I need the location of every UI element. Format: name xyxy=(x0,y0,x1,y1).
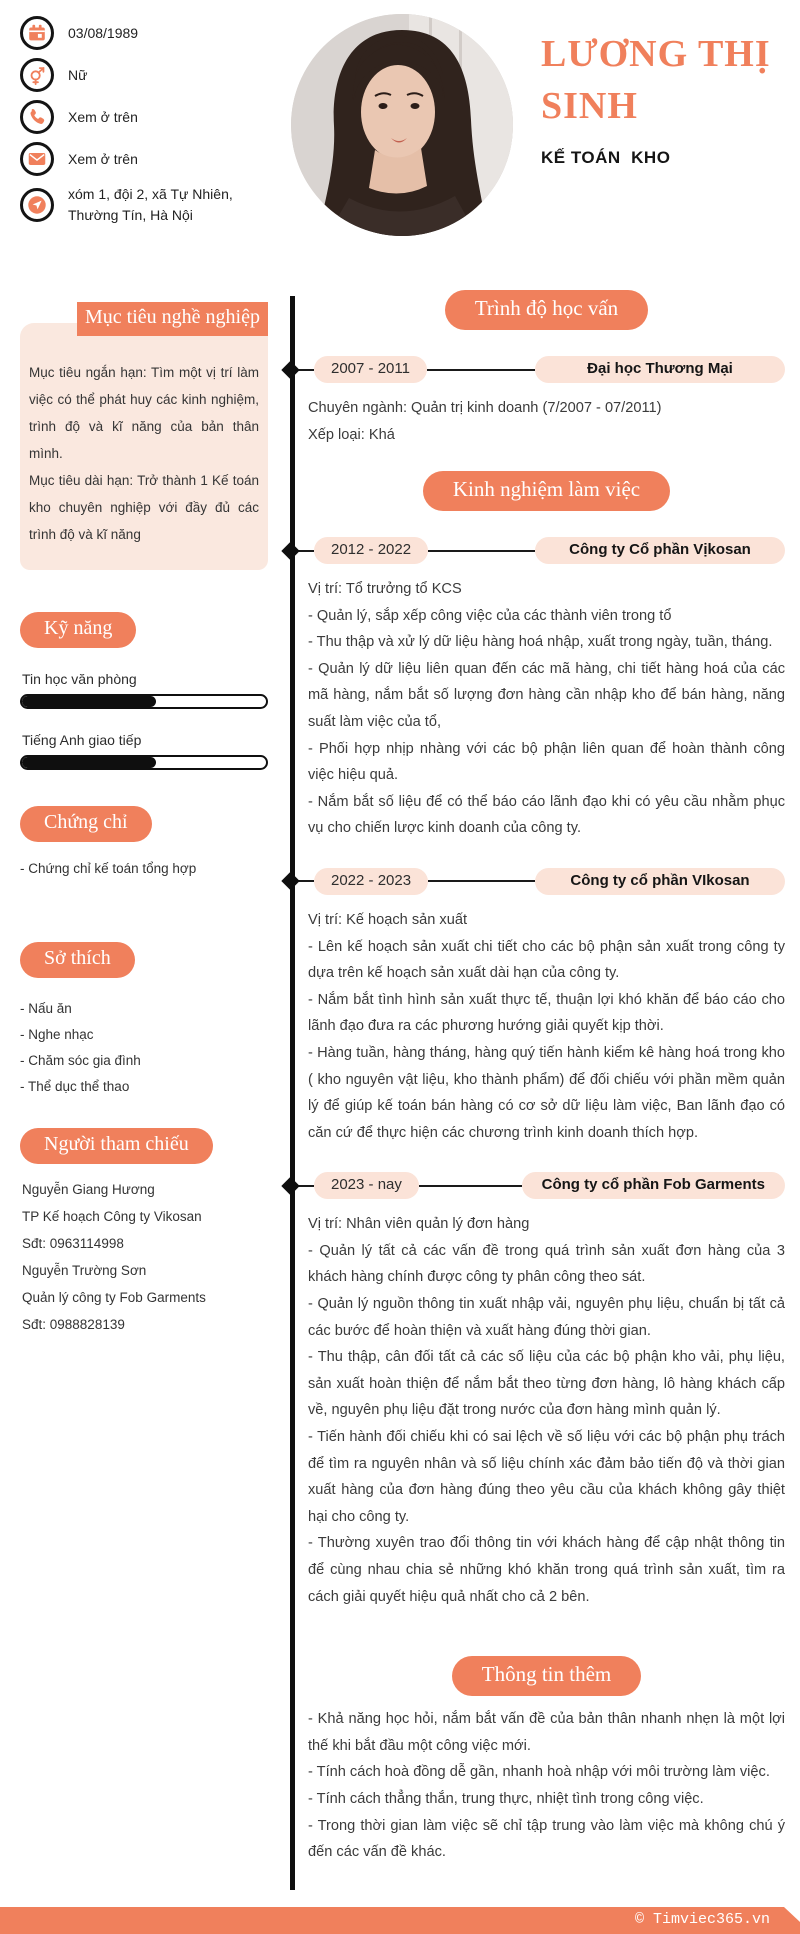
address-value: xóm 1, đội 2, xã Tự Nhiên, Thường Tín, Hà Nội xyxy=(68,186,233,223)
phone-value: Xem ở trên xyxy=(68,108,138,125)
reference-line: Nguyễn Giang Hương xyxy=(22,1182,155,1197)
header-identity xyxy=(541,28,789,168)
job-bullet: - Nắm bắt số liệu để có thể báo cáo lãnh đạo khi có yêu cầu nhằm phục vụ cho chiến lược kinh doanh của công ty. xyxy=(308,793,785,837)
job-period: 2022 - 2023 xyxy=(314,868,428,895)
contact-row-address xyxy=(20,184,256,226)
education-period: 2007 - 2011 xyxy=(314,356,427,383)
certificate-item: - Chứng chỉ kế toán tổng hợp xyxy=(20,861,197,876)
hobby-item: - Nấu ăn xyxy=(20,1001,72,1016)
contact-row-phone xyxy=(20,100,256,134)
section-title-hobbies: Sở thích xyxy=(20,942,135,978)
reference-list xyxy=(20,1176,268,1338)
job-bullet: - Thu thập, cân đối tất cả các số liệu của các bộ phận kho vải, phụ liệu, sản xuất hoàn thiện để nắm bắt theo từng đơn hàng, lô hàng khách cấp về, nguyên phụ liệu đặt trong nước của đơn hàng mình quản lý. xyxy=(308,1349,785,1419)
education-school: Đại học Thương Mại xyxy=(535,356,785,383)
section-title-skills: Kỹ năng xyxy=(20,612,136,648)
hobby-item: - Thể dục thể thao xyxy=(20,1079,130,1094)
job-position: Vị trí: Nhân viên quản lý đơn hàng xyxy=(308,1216,530,1233)
education-detail-line: Xếp loại: Khá xyxy=(308,427,395,443)
right-column xyxy=(290,250,785,1866)
reference-line: Sđt: 0988828139 xyxy=(22,1317,125,1332)
dob-value: 03/08/1989 xyxy=(68,24,139,41)
education-timeline-row xyxy=(308,356,785,383)
calendar-icon xyxy=(20,16,54,50)
contact-row-email xyxy=(20,142,256,176)
job-bullet: - Thường xuyên trao đổi thông tin với khách hàng để cập nhật thông tin để cùng nhau chia sẻ những khó khăn trong quá trình sản xuất, tìm ra cách giải quyết hiệu quả nhất cho cả 2 bên. xyxy=(308,1535,785,1605)
gender-icon xyxy=(20,58,54,92)
timeline-connector xyxy=(428,880,535,882)
skill-label: Tiếng Anh giao tiếp xyxy=(22,732,142,748)
additional-info xyxy=(308,1706,785,1866)
gender-value: Nữ xyxy=(68,66,88,83)
left-column xyxy=(20,250,268,1338)
reference-line: TP Kế hoạch Công ty Vikosan xyxy=(22,1209,202,1224)
email-value: Xem ở trên xyxy=(68,150,138,167)
education-details xyxy=(308,395,785,449)
timeline-connector xyxy=(292,1185,314,1187)
timeline-connector xyxy=(428,550,535,552)
hobby-item: - Chăm sóc gia đình xyxy=(20,1053,141,1068)
hobby-item: - Nghe nhạc xyxy=(20,1027,94,1042)
job-period: 2012 - 2022 xyxy=(314,537,428,564)
footer-credit: © Timviec365.vn xyxy=(634,1911,770,1928)
timeline-connector xyxy=(292,369,314,371)
job-bullet: - Tiến hành đối chiếu khi có sai lệch về số liệu với các bộ phận phụ trách để tìm ra nguyên nhân và số liệu chính xác đảm bảo tiến độ và thời gian xuất hàng của đơn hàng đúng theo yêu cầu của khách không gây thiệt hại cho công ty. xyxy=(308,1429,785,1525)
job-timeline-row xyxy=(308,537,785,564)
objective-body xyxy=(20,323,268,570)
candidate-job-title: KẾ TOÁN KHO xyxy=(541,148,671,167)
skill-bar xyxy=(20,694,268,709)
skill-bar-fill xyxy=(22,696,156,707)
additional-bullet: - Khả năng học hỏi, nắm bắt vấn đề của bản thân nhanh nhẹn là một lợi thế khi bắt đầu một công việc mới. xyxy=(308,1711,785,1754)
job-company: Công ty cổ phần VIkosan xyxy=(535,868,785,895)
section-title-additional-info: Thông tin thêm xyxy=(452,1656,642,1696)
reference-line: Sđt: 0963114998 xyxy=(22,1236,124,1251)
contact-row-gender xyxy=(20,58,256,92)
additional-bullet: - Trong thời gian làm việc sẽ chỉ tập trung vào làm việc mà không chú ý đến các vấn đề khác. xyxy=(308,1817,785,1861)
education-detail-line: Chuyên ngành: Quản trị kinh doanh (7/2007 - 07/2011) xyxy=(308,400,662,416)
section-title-references: Người tham chiếu xyxy=(20,1128,213,1164)
objective-line: Mục tiêu dài hạn: Trở thành 1 Kế toán kho chuyên nghiệp với đầy đủ các trình độ và kĩ năng xyxy=(29,473,259,542)
footer-bar xyxy=(0,1907,800,1934)
job-bullet: - Thu thập và xử lý dữ liệu hàng hoá nhập, xuất trong ngày, tuần, tháng. xyxy=(308,634,773,651)
timeline-connector xyxy=(419,1185,522,1187)
phone-icon xyxy=(20,100,54,134)
job-bullet: - Quản lý nguồn thông tin xuất nhập vải, nguyên phụ liệu, chuẩn bị tất cả các bước để hoàn thiện và xuất hàng đúng thời gian. xyxy=(308,1296,785,1339)
timeline-connector xyxy=(292,880,314,882)
additional-bullet: - Tính cách thẳng thắn, trung thực, nhiệt tình trong công việc. xyxy=(308,1790,704,1807)
job-description xyxy=(308,1211,785,1610)
section-title-objective: Mục tiêu nghề nghiệp xyxy=(77,302,268,336)
contact-row-dob xyxy=(20,16,256,50)
job-period: 2023 - nay xyxy=(314,1172,419,1199)
job-timeline-row xyxy=(308,1172,785,1199)
job-position: Vị trí: Tổ trưởng tổ KCS xyxy=(308,581,462,597)
job-description xyxy=(308,907,785,1146)
location-icon xyxy=(20,188,54,222)
timeline-connector xyxy=(292,550,314,552)
skill-bar-fill xyxy=(22,757,156,768)
section-title-experience: Kinh nghiệm làm việc xyxy=(423,471,670,511)
job-bullet: - Nắm bắt tình hình sản xuất thực tế, thuận lợi khó khăn để báo cáo cho lãnh đạo đưa ra các phương hướng giải quyết kịp thời. xyxy=(308,991,785,1035)
job-company: Công ty Cổ phần Vịkosan xyxy=(535,537,785,564)
hobby-list xyxy=(20,996,268,1100)
job-bullet: - Quản lý, sắp xếp công việc của các thành viên trong tổ xyxy=(308,607,672,624)
job-bullet: - Phối hợp nhịp nhàng với các bộ phận liên quan để hoàn thành công việc hiệu quả. xyxy=(308,740,785,784)
skill-label: Tin học văn phòng xyxy=(22,671,137,687)
job-position: Vị trí: Kế hoạch sản xuất xyxy=(308,911,467,928)
profile-photo xyxy=(291,14,513,236)
additional-bullet: - Tính cách hoà đồng dễ gần, nhanh hoà nhập với môi trường làm việc. xyxy=(308,1764,770,1781)
objective-line: Mục tiêu ngắn hạn: Tìm một vị trí làm việc có thể phát huy các kinh nghiệm, trình độ và kĩ năng của bản thân mình. xyxy=(29,365,259,461)
job-bullet: - Quản lý tất cả các vấn đề trong quá trình sản xuất đơn hàng của 3 khách hàng chính được công ty phân công theo sát. xyxy=(308,1242,785,1286)
job-bullet: - Quản lý dữ liệu liên quan đến các mã hàng, chi tiết hàng hoá của các mã hàng, nắm bắt số lượng đơn hàng cần nhập kho để bán hàng, năng suất làm việc của tổ, xyxy=(308,660,785,730)
job-company: Công ty cổ phần Fob Garments xyxy=(522,1172,785,1199)
job-bullet: - Lên kế hoạch sản xuất chi tiết cho các bộ phận sản xuất trong công ty dựa trên kế hoạch sản xuất dài hạn của công ty. xyxy=(308,938,785,982)
candidate-name: LƯƠNG THỊ SINH xyxy=(541,33,771,127)
contact-list xyxy=(20,16,256,226)
section-title-certificates: Chứng chỉ xyxy=(20,806,152,842)
job-timeline-row xyxy=(308,868,785,895)
skill-bar xyxy=(20,755,268,770)
timeline-connector xyxy=(427,369,535,371)
reference-line: Quản lý công ty Fob Garments xyxy=(22,1290,206,1305)
mail-icon xyxy=(20,142,54,176)
section-title-education: Trình độ học vấn xyxy=(445,290,648,330)
reference-line: Nguyễn Trường Sơn xyxy=(22,1263,147,1278)
job-bullet: - Hàng tuần, hàng tháng, hàng quý tiến hành kiểm kê hàng hoá trong kho ( kho nguyên vật liệu, kho thành phẩm) để đối chiếu với phần mềm quản lý để giúp kế toán bán hàng có cơ sở dữ liệu làm việc, Ban lãnh đạo có căn cứ để thực hiện các chương trình kinh doanh thích hợp. xyxy=(308,1044,785,1141)
job-description xyxy=(308,576,785,842)
